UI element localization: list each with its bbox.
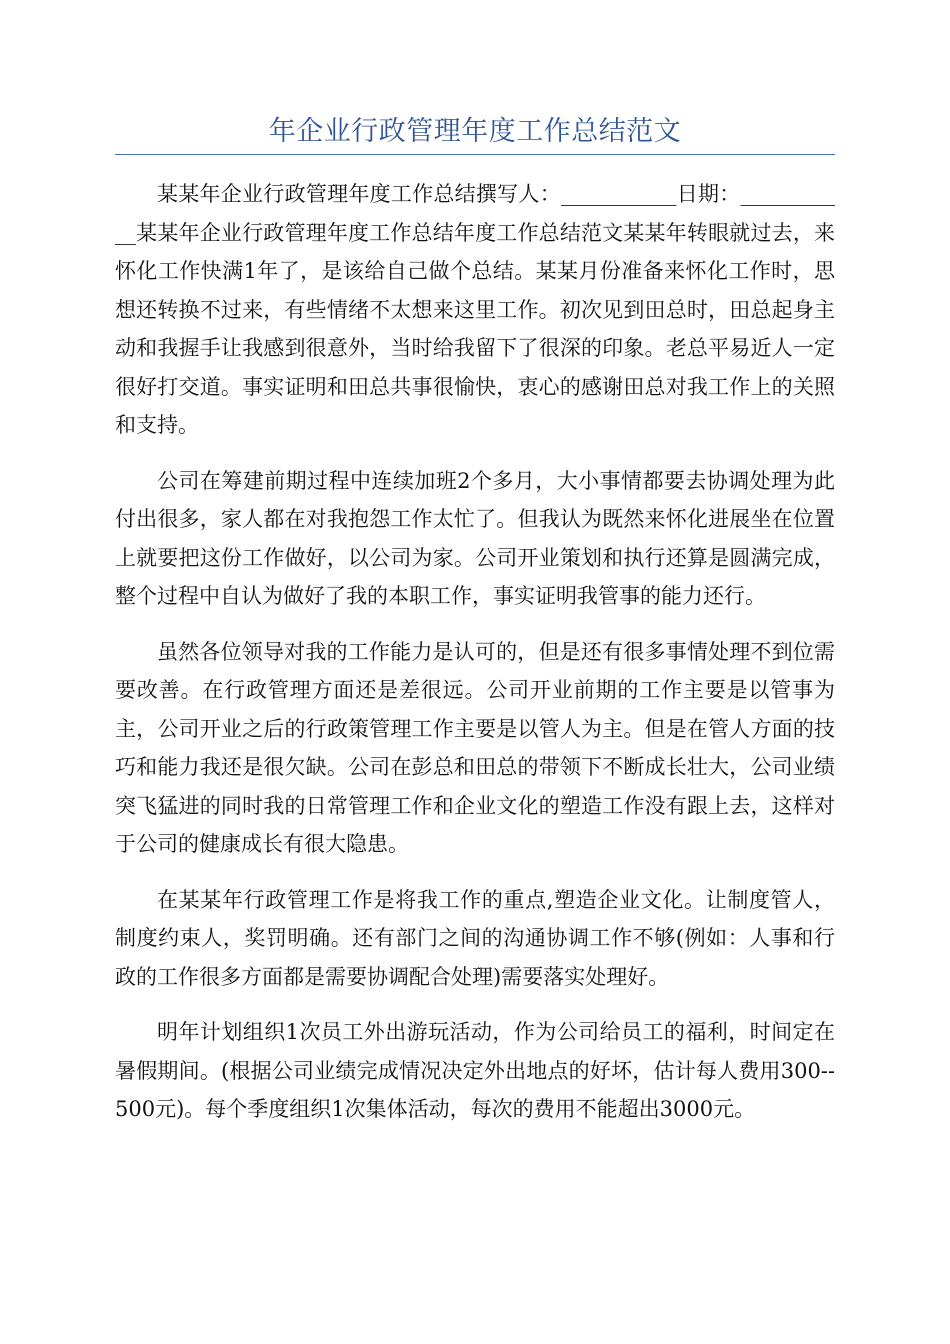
document-title: 年企业行政管理年度工作总结范文 [268, 116, 682, 147]
paragraph-preparation: 公司在筹建前期过程中连续加班2个多月，大小事情都要去协调处理为此付出很多，家人都在对我抱怨工作太忙了。但我认为既然来怀化进展坐在位置上就要把这份工作做好，以公司为家。公司开业策划和执行还算是圆满完成，整个过程中自认为做好了我的本职工作，事实证明我管事的能力还行。 [115, 468, 835, 608]
paragraph-improvement: 虽然各位领导对我的工作能力是认可的，但是还有很多事情处理不到位需要改善。在行政管理方面还是差很远。公司开业前期的工作主要是以管事为主，公司开业之后的行政策管理工作主要是以管人为主。但是在管人方面的技巧和能力我还是很欠缺。公司在彭总和田总的带领下不断成长壮大，公司业绩突飞猛进的同时我的日常管理工作和企业文化的塑造工作没有跟上去，这样对于公司的健康成长有很大隐患。 [115, 639, 835, 856]
paragraph-intro: 某某年企业行政管理年度工作总结撰写人：___________日期：___________某某年企业行政管理年度工作总结年度工作总结范文某某年转眼就过去，来怀化工作快满1年了，是该给自己做个总结。某某月份准备来怀化工作时，思想还转换不过来，有些情绪不太想来这里工作。初次见到田总时，田总起身主动和我握手让我感到很意外，当时给我留下了很深的印象。老总平易近人一定很好打交道。事实证明和田总共事很愉快，衷心的感谢田总对我工作上的关照和支持。 [115, 182, 835, 437]
document-body [115, 175, 835, 1146]
title-underline [115, 154, 835, 155]
paragraph-plan: 明年计划组织1次员工外出游玩活动，作为公司给员工的福利，时间定在暑假期间。(根据公司业绩完成情况决定外出地点的好坏，估计每人费用300--500元)。每个季度组织1次集体活动，每次的费用不能超出3000元。 [115, 1020, 835, 1121]
paragraph-focus: 在某某年行政管理工作是将我工作的重点,塑造企业文化。让制度管人，制度约束人，奖罚明确。还有部门之间的沟通协调工作不够(例如：人事和行政的工作很多方面都是需要协调配合处理)需要落实处理好。 [115, 887, 835, 989]
